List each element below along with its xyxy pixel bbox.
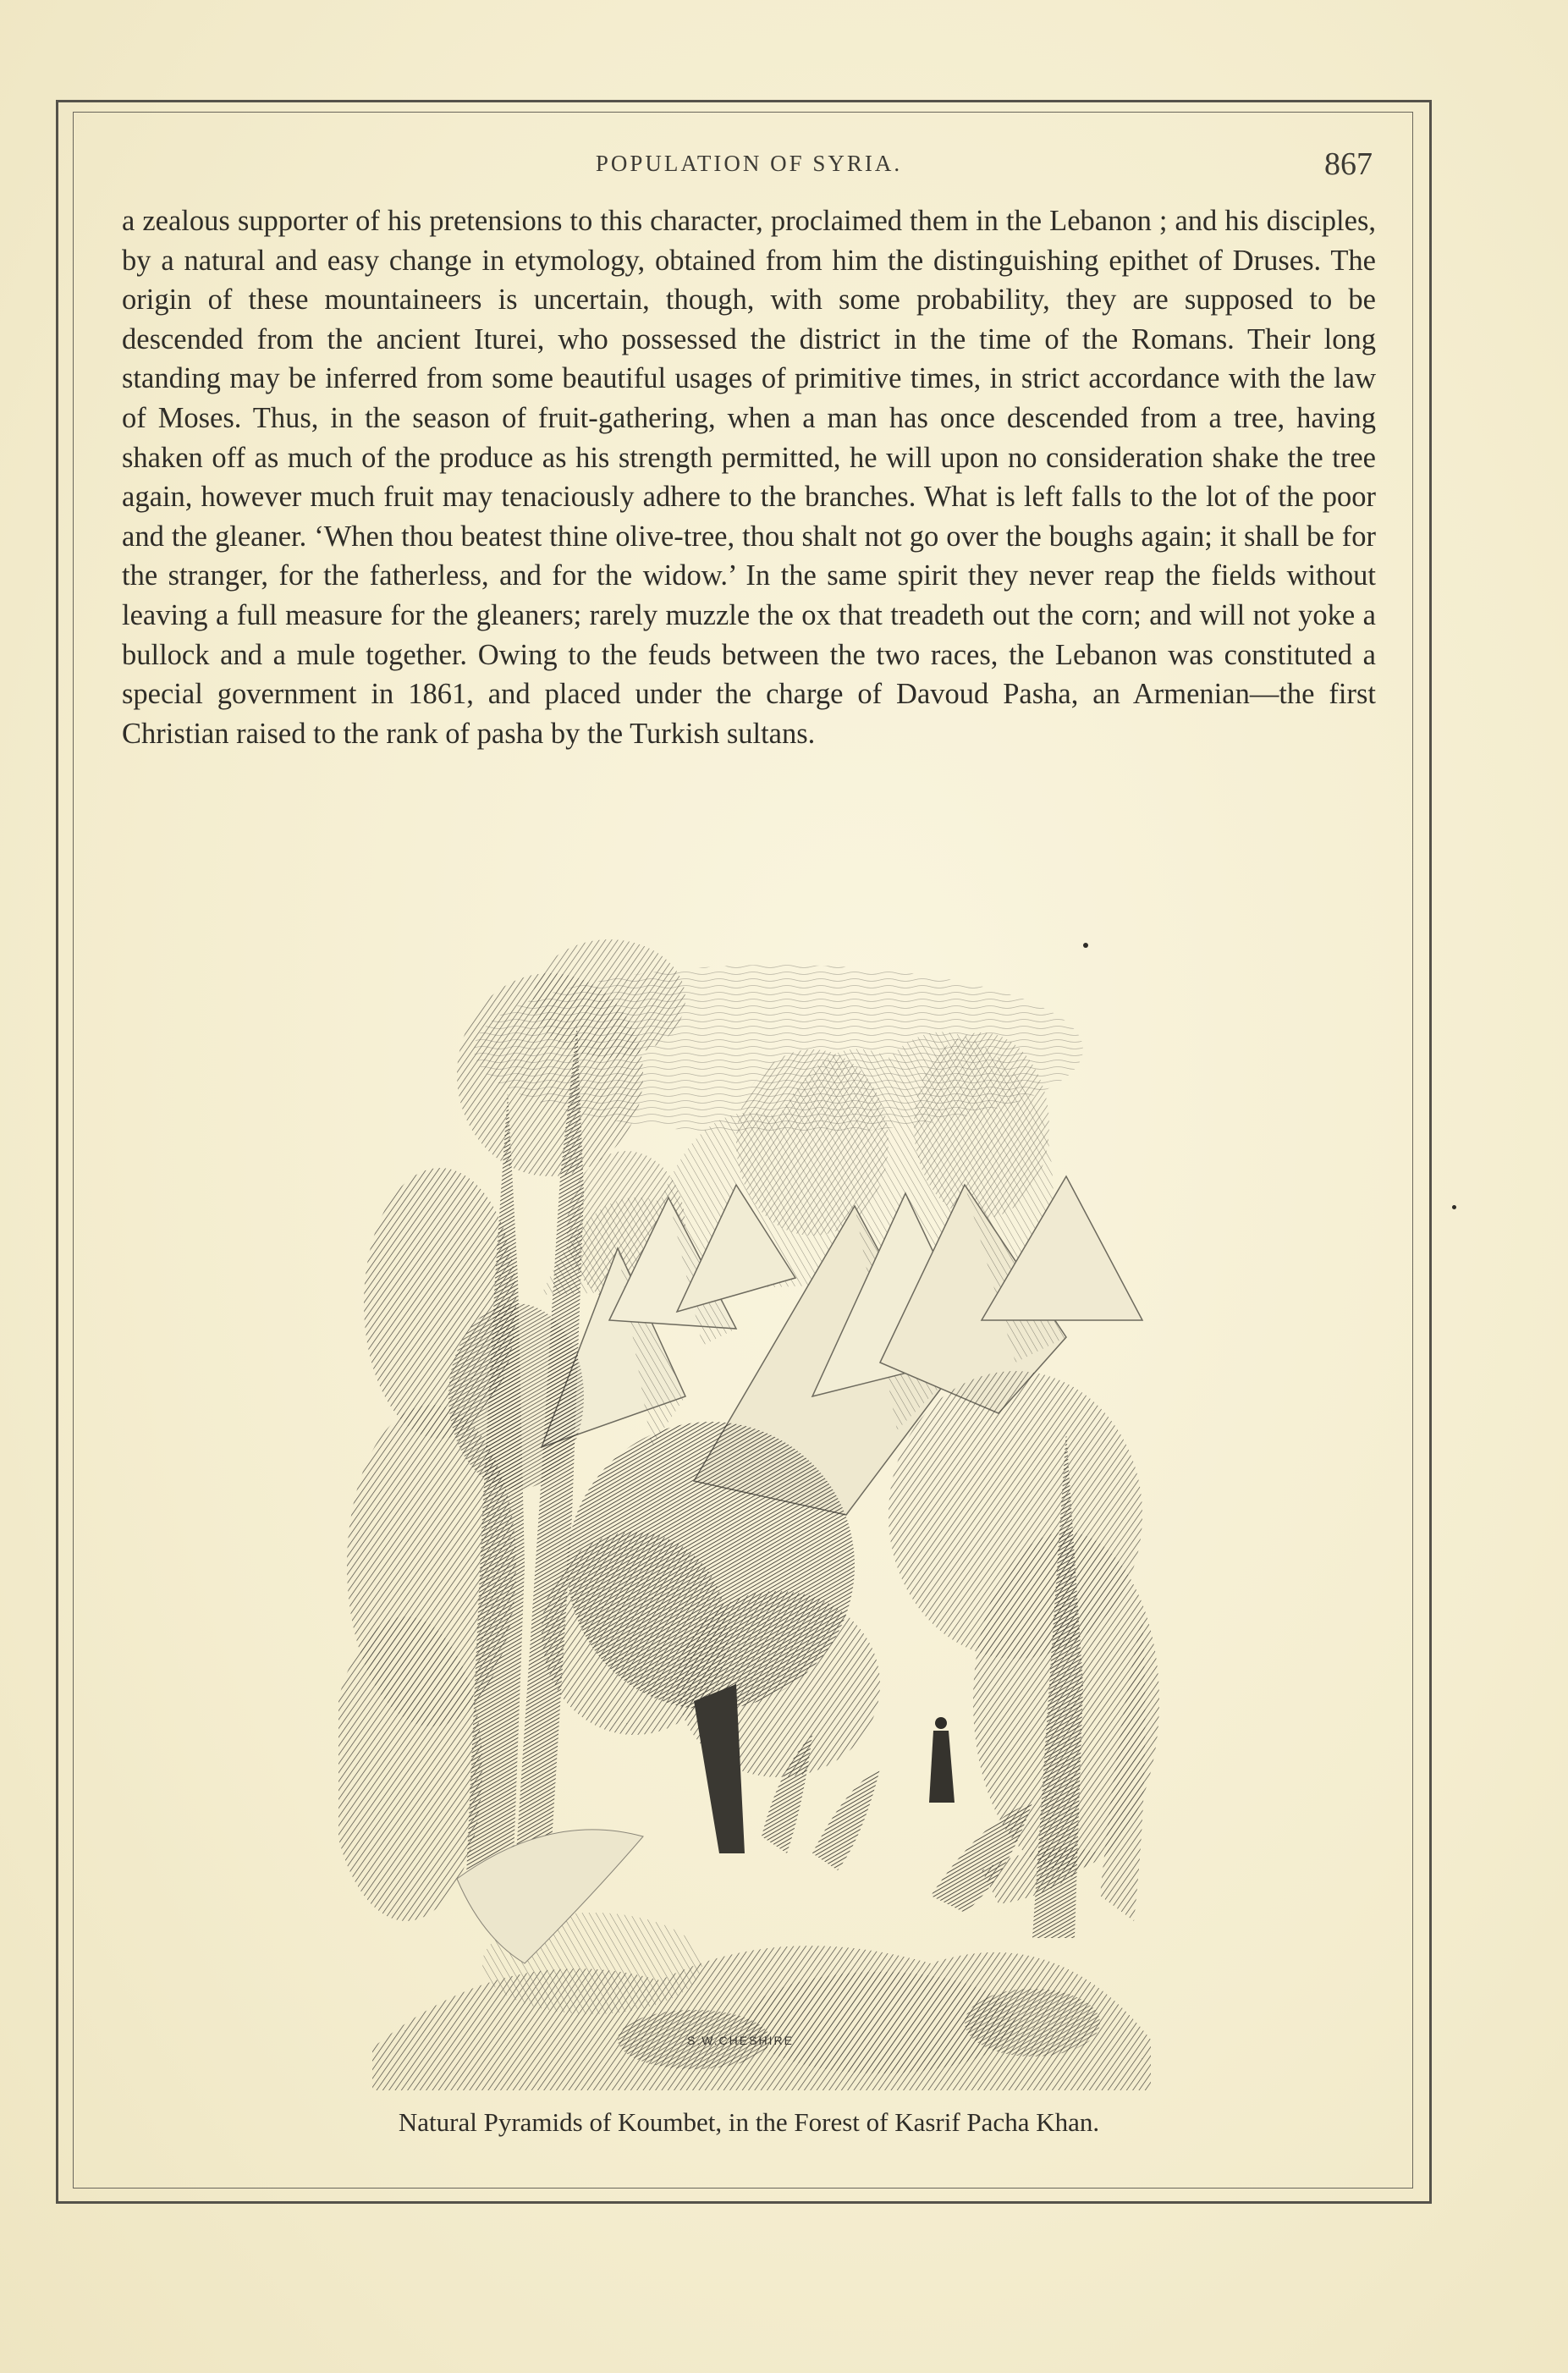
central-tree <box>542 1422 880 1853</box>
body-paragraph: a zealous supporter of his pretensions to this character, proclaimed them in the Lebanon ; and his disciples, by a natural and easy change in etymology, obtained from him the distinguishing epithet of Druses. The origin of these mountaineers is uncertain, though, with some probability, they are supposed to be descended from the ancient Iturei, who possessed the district in the time of the Romans. Their long standing may be inferred from some beautiful usages of primitive times, in strict accordance with the law of Moses. Thus, in the season of fruit-gathering, when a man has once descended from a tree, having shaken off as much of the produce as his strength permitted, he will upon no consideration shake the tree again, however much fruit may tenaciously adhere to the branches. What is left falls to the lot of the poor and the gleaner. ‘When thou beatest thine olive-tree, thou shalt not go over the boughs again; it shall be for the stranger, for the fatherless, and for the widow.’ In the same spirit they never reap the fields without leaving a full measure for the gleaners; rarely muzzle the ox that treadeth out the corn; and will not yoke a bullock and a mule together. Owing to the feuds between the two races, the Lebanon was constituted a special government in 1861, and placed under the charge of Davoud Pasha, an Armenian—the first Christian raised to the rank of pasha by the Turkish sultans. <box>122 205 1376 750</box>
page-number: 867 <box>1324 146 1373 182</box>
illustration-caption: Natural Pyramids of Koumbet, in the Forest of Kasrif Pacha Khan. <box>398 2107 1100 2137</box>
ink-speck <box>1083 943 1088 948</box>
running-title: POPULATION OF SYRIA. <box>595 151 903 176</box>
engraver-signature: S.W.CHESHIRE <box>687 2034 794 2047</box>
left-trees <box>338 939 685 1921</box>
engraving-illustration <box>338 922 1168 2090</box>
body-text-block <box>122 201 1376 753</box>
right-trees <box>889 1371 1159 1938</box>
ink-speck <box>1452 1205 1456 1209</box>
standing-figure <box>929 1717 955 1803</box>
page-header <box>118 146 1379 188</box>
